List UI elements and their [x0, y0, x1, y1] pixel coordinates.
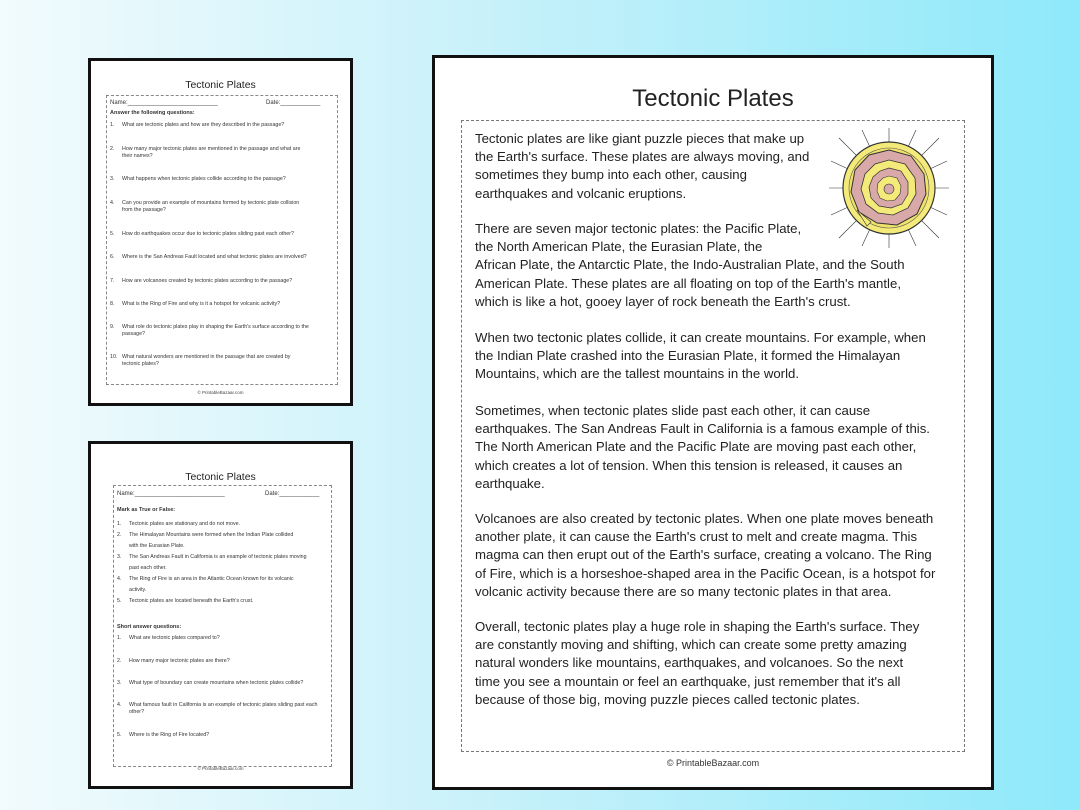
- passage-line: The North American Plate and the Pacific Plate are moving past each other,: [475, 439, 917, 455]
- question-number: 4.: [117, 576, 122, 582]
- question-text: Tectonic plates are stationary and do not move.: [129, 521, 241, 527]
- short-answer-heading: Short answer questions:: [117, 624, 182, 630]
- question-number: 2.: [110, 146, 115, 152]
- earth-layers-icon: [827, 126, 951, 250]
- question-text: Where is the Ring of Fire located?: [129, 732, 210, 738]
- question-text: What role do tectonic plates play in shaping the Earth's surface according to the: [122, 324, 309, 330]
- worksheet-frame: [106, 95, 338, 385]
- question-text: Can you provide an example of mountains formed by tectonic plate collision: [122, 200, 300, 206]
- question-text: How do earthquakes occur due to tectonic plates sliding past each other?: [122, 231, 294, 237]
- question-text: How are volcanoes created by tectonic plates according to the passage?: [122, 278, 293, 284]
- passage-line: American Plate. These plates are all floating on top of the Earth's mantle,: [475, 275, 901, 291]
- question-number: 4.: [117, 702, 122, 708]
- question-text: What are tectonic plates and how are they described in the passage?: [122, 122, 285, 128]
- question-number: 2.: [117, 532, 122, 538]
- passage-paragraph: [475, 618, 955, 709]
- true-false-heading: Mark as True or False:: [117, 507, 176, 513]
- passage-line: another plate, it can cause the Earth's crust to melt and create magma. This: [475, 529, 918, 545]
- question-number: 8.: [110, 301, 115, 307]
- worksheet-true-false-page: [88, 441, 353, 789]
- question-text: their names?: [122, 152, 153, 159]
- passage-line: which creates a lot of tension. When this tension is released, it causes an: [475, 457, 903, 473]
- passage-footer: © PrintableBazaar.com: [666, 758, 760, 768]
- passage-line: of Fire, which is a horseshoe-shaped area in the Pacific Ocean, is a hotspot for: [475, 565, 936, 581]
- question-text: How many major tectonic plates are mentioned in the passage and what are: [122, 146, 301, 152]
- passage-line: natural wonders like mountains, earthquakes, and volcanoes. So the next: [475, 655, 904, 671]
- passage-line: magma can then erupt out of the Earth's surface, creating a volcano. The Ring: [475, 547, 932, 563]
- question-number: 1.: [117, 635, 122, 641]
- passage-line: Mountains, which are the tallest mountains in the world.: [475, 366, 799, 382]
- passage-line: When two tectonic plates collide, it can create mountains. For example, when: [475, 330, 926, 345]
- passage-line: There are seven major tectonic plates: the Pacific Plate,: [475, 221, 802, 236]
- question-number: 10.: [110, 354, 118, 360]
- question-text: What famous fault in California is an example of tectonic plates sliding past each: [129, 702, 318, 708]
- question-text: The Ring of Fire is an area in the Atlantic Ocean known for its volcanic: [129, 576, 294, 582]
- question-text: The San Andreas Fault in California is an example of tectonic plates moving: [129, 554, 307, 560]
- question-text: What is the Ring of Fire and why is it a hotspot for volcanic activity?: [122, 301, 281, 307]
- passage-title: Tectonic Plates: [632, 85, 794, 112]
- question-number: 6.: [110, 254, 115, 260]
- question-number: 3.: [117, 554, 122, 560]
- passage-line: African Plate, the Antarctic Plate, the Indo-Australian Plate, and the South: [475, 257, 905, 273]
- passage-line: Volcanoes are also created by tectonic plates. When one plate moves beneath: [475, 511, 934, 526]
- question-number: 5.: [117, 732, 122, 738]
- question-text: What type of boundary can create mountains when tectonic plates collide?: [129, 680, 304, 686]
- worksheet-footer: © PrintableBazaar.com: [197, 766, 244, 771]
- worksheet-questions-page: [88, 58, 353, 406]
- question-text: Where is the San Andreas Fault located and what tectonic plates are involved?: [122, 254, 307, 260]
- passage-line: Tectonic plates are like giant puzzle pieces that make up: [475, 131, 805, 146]
- passage-line: Overall, tectonic plates play a huge role in shaping the Earth's surface. They: [475, 619, 920, 634]
- passage-line: earthquakes and volcanic eruptions.: [475, 185, 687, 201]
- question-number: 9.: [110, 324, 115, 330]
- question-number: 7.: [110, 278, 115, 284]
- questions-heading: Answer the following questions:: [110, 110, 195, 116]
- question-text: past each other.: [129, 565, 167, 571]
- question-text: activity.: [129, 587, 147, 593]
- name-field-label: Name:___________________________: [110, 100, 218, 106]
- reading-passage-page: [432, 55, 994, 790]
- question-number: 2.: [117, 658, 122, 664]
- passage-paragraph: [475, 402, 955, 493]
- question-text: Tectonic plates are located beneath the Earth's crust.: [129, 598, 254, 604]
- passage-line: earthquakes. The San Andreas Fault in California is a famous example of this.: [475, 421, 930, 437]
- passage-line: volcanic activity because there are so many tectonic plates in that area.: [475, 583, 892, 599]
- passage-paragraph: [475, 510, 955, 601]
- question-text: from the passage?: [122, 206, 166, 213]
- passage-line: earthquake.: [475, 475, 545, 491]
- worksheet-title: Tectonic Plates: [185, 471, 256, 483]
- question-text: How many major tectonic plates are there?: [129, 658, 230, 664]
- name-field-label: Name:___________________________: [117, 491, 225, 497]
- question-text: What are tectonic plates compared to?: [129, 635, 220, 641]
- question-number: 3.: [110, 176, 115, 182]
- question-number: 5.: [117, 598, 122, 604]
- passage-line: sometimes they bump into each other, causing: [475, 167, 747, 183]
- worksheet-footer: © PrintableBazaar.com: [197, 390, 244, 395]
- passage-line: because of those big, moving puzzle pieces called tectonic plates.: [475, 691, 860, 707]
- passage-line: the Earth's surface. These plates are always moving, and: [475, 149, 810, 165]
- question-text: other?: [129, 708, 145, 715]
- passage-line: are constantly moving and shifting, which can create some pretty amazing: [475, 637, 907, 653]
- date-field-label: Date:____________: [265, 491, 320, 497]
- question-number: 1.: [110, 122, 115, 128]
- question-text: The Himalayan Mountains were formed when the Indian Plate collided: [129, 532, 294, 538]
- passage-line: which is like a hot, gooey layer of rock beneath the Earth's crust.: [475, 293, 851, 309]
- question-number: 1.: [117, 521, 122, 527]
- passage-line: Sometimes, when tectonic plates slide past each other, it can cause: [475, 403, 871, 418]
- question-text: passage?: [122, 330, 145, 337]
- date-field-label: Date:____________: [266, 100, 321, 106]
- passage-line: time you see a mountain or feel an earthquake, just remember that it's all: [475, 673, 901, 689]
- question-text: tectonic plates?: [122, 360, 159, 367]
- question-text: What happens when tectonic plates collide according to the passage?: [122, 176, 286, 182]
- passage-line: the North American Plate, the Eurasian Plate, the: [475, 239, 763, 255]
- worksheet-title: Tectonic Plates: [185, 79, 256, 91]
- question-text: with the Eurasian Plate.: [129, 543, 185, 549]
- question-number: 5.: [110, 231, 115, 237]
- question-text: What natural wonders are mentioned in the passage that are created by: [122, 354, 291, 360]
- question-number: 4.: [110, 200, 115, 206]
- question-number: 3.: [117, 680, 122, 686]
- passage-line: the Indian Plate crashed into the Eurasian Plate, it formed the Himalayan: [475, 348, 901, 364]
- passage-paragraph: [475, 329, 955, 384]
